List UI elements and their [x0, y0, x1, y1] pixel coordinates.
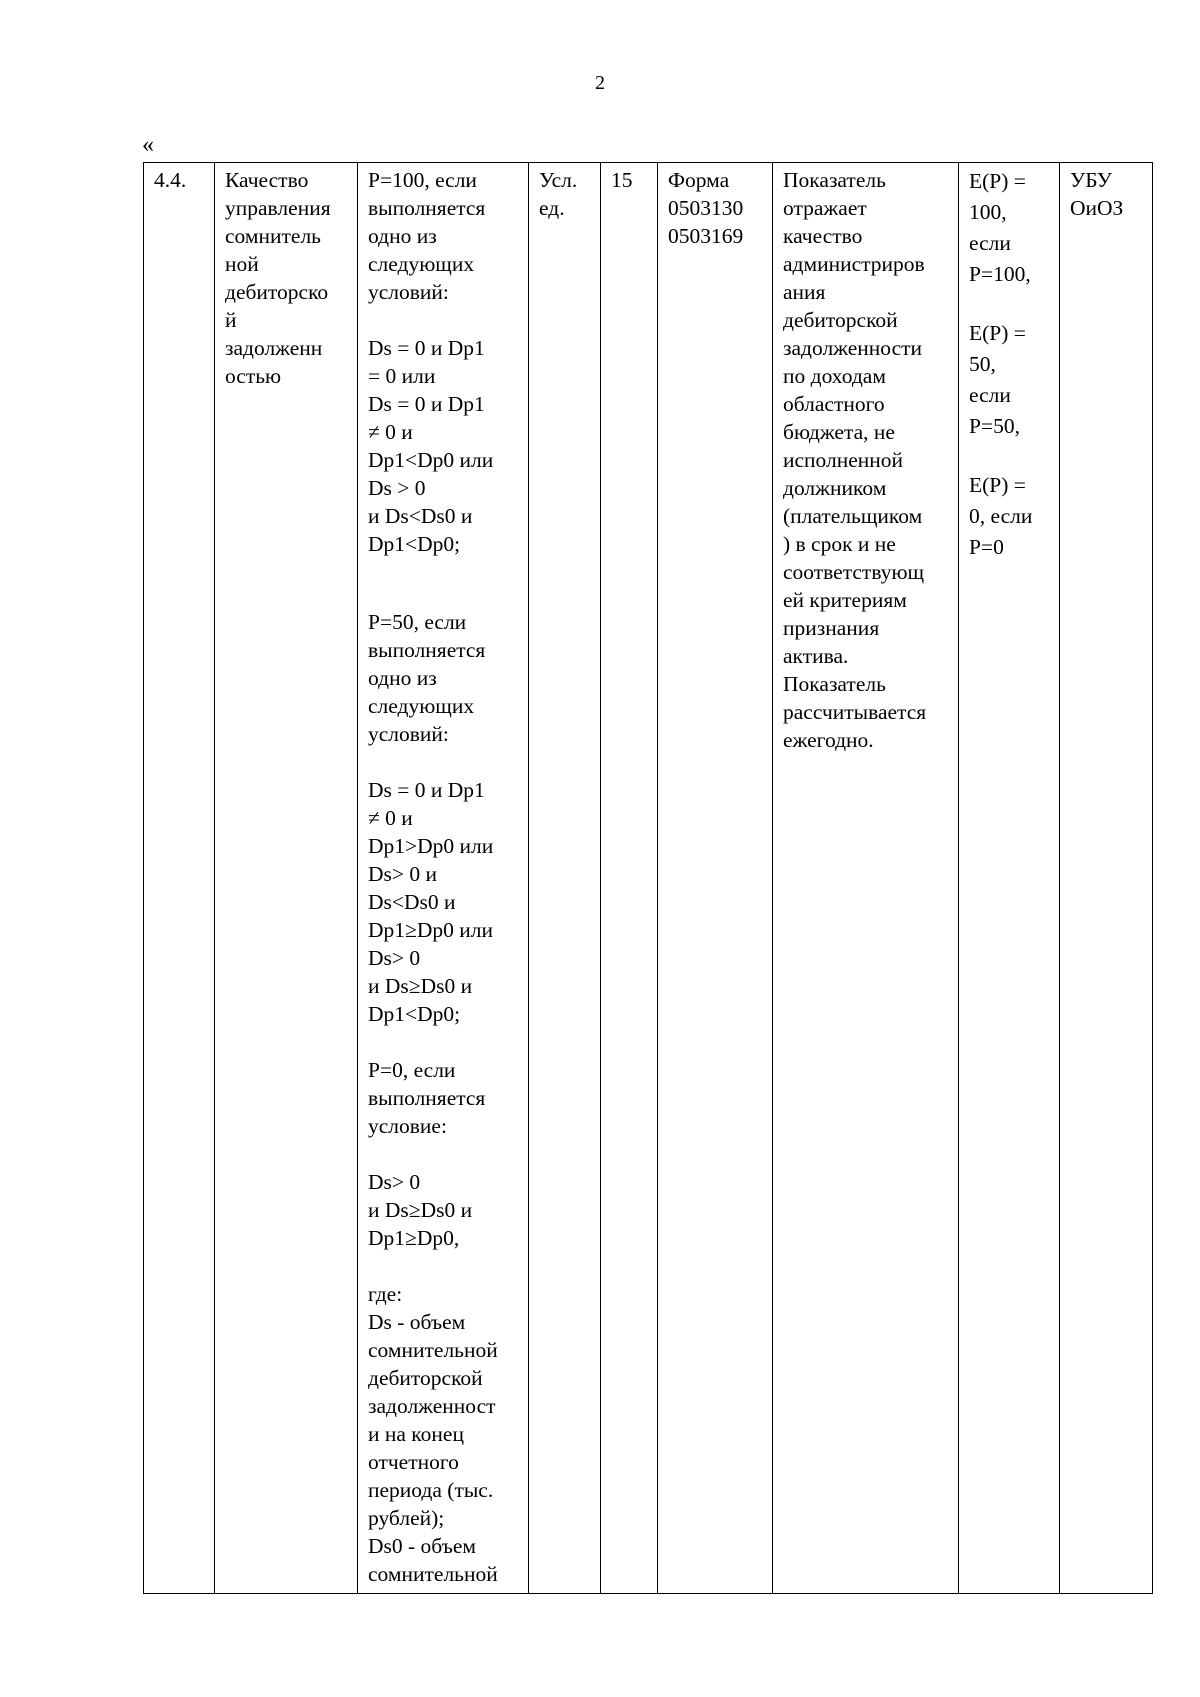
spacer [368, 1028, 519, 1056]
responsible-unit: УБУ ОиОЗ [1070, 168, 1124, 220]
evaluation-e100: E(P) = 100, если P=100, [969, 169, 1031, 286]
spacer [368, 1140, 519, 1168]
formula-definitions: где: Ds - объем сомнительной дебиторской задолженност и на конец отчетного периода (тыс. рублей); Ds0 - объем сомнительной [368, 1282, 498, 1586]
indicator-name-cell [215, 163, 358, 1594]
weight-cell [601, 163, 658, 1594]
description: Показатель отражает качество администриров ания дебиторской задолженности по доходам областного бюджета, не исполненной должником (плательщиком ) в срок и не соответствующ ей критериям признания актива. Показатель рассчитывается ежегодно. [783, 168, 927, 752]
unit: Усл. ед. [539, 168, 578, 220]
spacer [368, 1252, 519, 1280]
formula-p50-heading: P=50, если выполняется одно из следующих условий: [368, 610, 486, 746]
row-number-cell [144, 163, 215, 1594]
spacer [969, 290, 1050, 318]
indicator-name: Качество управления сомнитель ной дебиторско й задолженн остью [225, 168, 331, 388]
spacer [368, 748, 519, 776]
evaluation-cell [959, 163, 1060, 1594]
formula-p100-heading: P=100, если выполняется одно из следующих условий: [368, 168, 486, 304]
evaluation-e0: E(P) = 0, если P=0 [969, 473, 1033, 559]
page-number: 2 [595, 72, 605, 94]
evaluation-e50: E(P) = 50, если P=50, [969, 321, 1026, 438]
table-row [144, 163, 1153, 1594]
weight: 15 [611, 168, 633, 192]
spacer [368, 306, 519, 334]
source-forms: Форма 0503130 0503169 [668, 168, 744, 248]
opening-quote-mark: « [142, 132, 154, 158]
row-number: 4.4. [154, 168, 187, 192]
spacer [368, 558, 519, 608]
source-cell [658, 163, 773, 1594]
formula-cell [358, 163, 529, 1594]
formula-p50-conditions: Ds = 0 и Dp1 ≠ 0 и Dp1>Dp0 или Ds> 0 и Ds<Ds0 и Dp1≥Dp0 или Ds> 0 и Ds≥Ds0 и Dp1<Dp0; [368, 778, 494, 1026]
formula-p100-conditions: Ds = 0 и Dp1 = 0 или Ds = 0 и Dp1 ≠ 0 и Dp1<Dp0 или Ds > 0 и Ds<Ds0 и Dp1<Dp0; [368, 336, 494, 556]
responsible-cell [1060, 163, 1153, 1594]
unit-cell [529, 163, 601, 1594]
spacer [969, 442, 1050, 470]
formula-p0-conditions: Ds> 0 и Ds≥Ds0 и Dp1≥Dp0, [368, 1170, 473, 1250]
description-cell [773, 163, 959, 1594]
indicator-table [143, 162, 1153, 1594]
formula-p0-heading: P=0, если выполняется условие: [368, 1058, 486, 1138]
